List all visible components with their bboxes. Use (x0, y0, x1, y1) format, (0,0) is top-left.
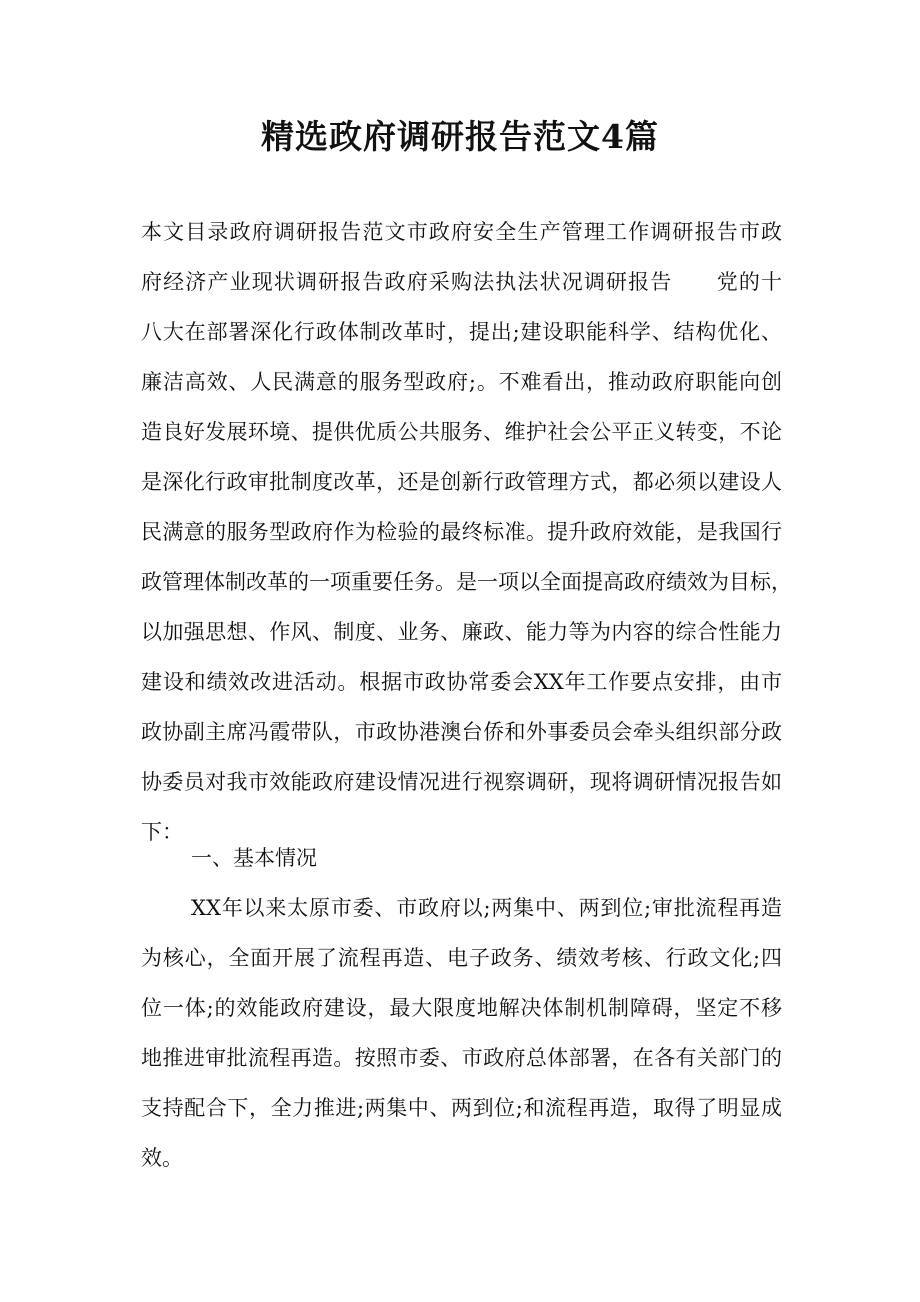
paragraph-1-line: 是深化行政审批制度改革，还是创新行政管理方式，都必须以建设人 (141, 470, 782, 494)
paragraph-1-line: 以加强思想、作风、制度、业务、廉政、能力等为内容的综合性能力 (141, 620, 782, 644)
document-title: 精选政府调研报告范文4篇 (261, 117, 659, 156)
paragraph-2-line: 为核心，全面开展了流程再造、电子政务、绩效考核、行政文化;四 (141, 946, 782, 970)
paragraph-1-line: 廉洁高效、人民满意的服务型政府;。不难看出，推动政府职能向创 (141, 370, 782, 394)
paragraph-1-line: 建设和绩效改进活动。根据市政协常委会XX年工作要点安排，由市 (141, 670, 782, 694)
section-heading: 一、基本情况 (191, 846, 317, 870)
paragraph-1-line: 府经济产业现状调研报告政府采购法执法状况调研报告 党的十 (141, 270, 782, 294)
paragraph-1-line: 造良好发展环境、提供优质公共服务、维护社会公平正义转变，不论 (141, 420, 782, 444)
paragraph-1-line: 民满意的服务型政府作为检验的最终标准。提升政府效能，是我国行 (141, 520, 782, 544)
paragraph-2-line: 位一体;的效能政府建设，最大限度地解决体制机制障碍，坚定不移 (141, 996, 782, 1020)
paragraph-2-line: 支持配合下，全力推进;两集中、两到位;和流程再造，取得了明显成 (141, 1096, 782, 1120)
paragraph-1-last-line: 下： (141, 820, 183, 844)
paragraph-1-line: 协委员对我市效能政府建设情况进行视察调研，现将调研情况报告如 (141, 770, 782, 794)
paragraph-2-last-line: 效。 (141, 1146, 183, 1170)
paragraph-1-line: 八大在部署深化行政体制改革时，提出;建设职能科学、结构优化、 (141, 320, 782, 344)
paragraph-1-line: 本文目录政府调研报告范文市政府安全生产管理工作调研报告市政 (141, 220, 782, 244)
paragraph-1-line: 政管理体制改革的一项重要任务。是一项以全面提高政府绩效为目标， (141, 570, 792, 594)
paragraph-2-first-line: XX年以来太原市委、市政府以;两集中、两到位;审批流程再造 (191, 896, 782, 920)
paragraph-1-line: 政协副主席冯霞带队，市政协港澳台侨和外事委员会牵头组织部分政 (141, 720, 782, 744)
paragraph-2-line: 地推进审批流程再造。按照市委、市政府总体部署，在各有关部门的 (141, 1046, 782, 1070)
